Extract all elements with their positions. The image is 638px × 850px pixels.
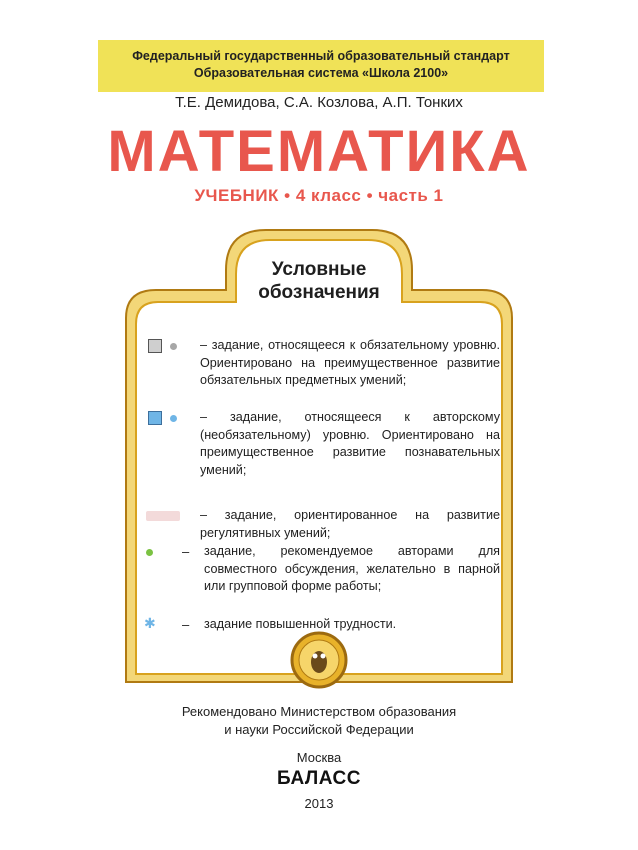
blue-star-icon: ✱: [144, 615, 156, 631]
legend-text-author: – задание, относящееся к авторскому (необязательному) уровню. Ориентировано на преимущественное развитие познавательных умений;: [200, 410, 500, 477]
legend-text-required: – задание, относящееся к обязательному уровню. Ориентировано на преимущественное развитие обязательных предметных умений;: [200, 338, 500, 387]
blue-numbered-box-icon: [148, 411, 162, 425]
book-title-page: Федеральный государственный образовательный стандарт Образовательная система «Школа 2100» Т.Е. Демидова, С.А. Козлова, А.П. Тонких МАТЕМАТИКА УЧЕБНИК • 4 класс • часть 1 Условные обозначения – задание, относящееся к обязательному уровню. Ориентировано на преимущественное развитие обязательных предметных умений; – задание, относящееся к авторскому (необязательному) уровню. Ориентировано на преимущественное развитие познавательных умений; – задание, ориентированное на развитие регулятивных умений; – задание, рекомендуемое авторами для совместного обсуждения, желательно в парной или групповой форме работы; ✱ – задание повышенной трудности. Рекомендовано Министерством образования и науки Российской Федерации Москва БАЛАСС 2013: [0, 0, 638, 850]
grey-numbered-box-icon: [148, 339, 162, 353]
legend-title: [238, 258, 400, 304]
legend-title-line2: обозначения: [258, 282, 380, 303]
recommendation-line1: Рекомендовано Министерством образования: [181, 704, 457, 719]
recommendation-line2: и науки Российской Федерации: [224, 722, 414, 737]
grey-dot-icon: [170, 343, 177, 350]
green-dot-icon: [146, 549, 153, 556]
stamp-icon: [146, 511, 180, 521]
blue-dot-icon: [170, 415, 177, 422]
authors: Т.Е. Демидова, С.А. Козлова, А.П. Тонких: [175, 94, 463, 111]
legend-text-regulative: – задание, ориентированное на развитие регулятивных умений;: [200, 508, 500, 540]
legend-title-line1: Условные: [271, 259, 367, 280]
publisher-logo: БАЛАСС: [277, 768, 361, 789]
recommendation: [0, 703, 638, 739]
standard-text: Федеральный государственный образовательный стандарт: [132, 49, 510, 63]
book-subtitle: УЧЕБНИК • 4 класс • часть 1: [194, 186, 444, 205]
book-title: МАТЕМАТИКА: [107, 119, 531, 184]
year: 2013: [304, 796, 334, 811]
legend-text-advanced: задание повышенной трудности.: [204, 617, 397, 631]
city: Москва: [296, 750, 342, 765]
legend-text-discussion: задание, рекомендуемое авторами для совместного обсуждения, желательно в парной или групповой форме работы;: [204, 544, 500, 593]
school-system-text: Образовательная система «Школа 2100»: [193, 66, 449, 80]
